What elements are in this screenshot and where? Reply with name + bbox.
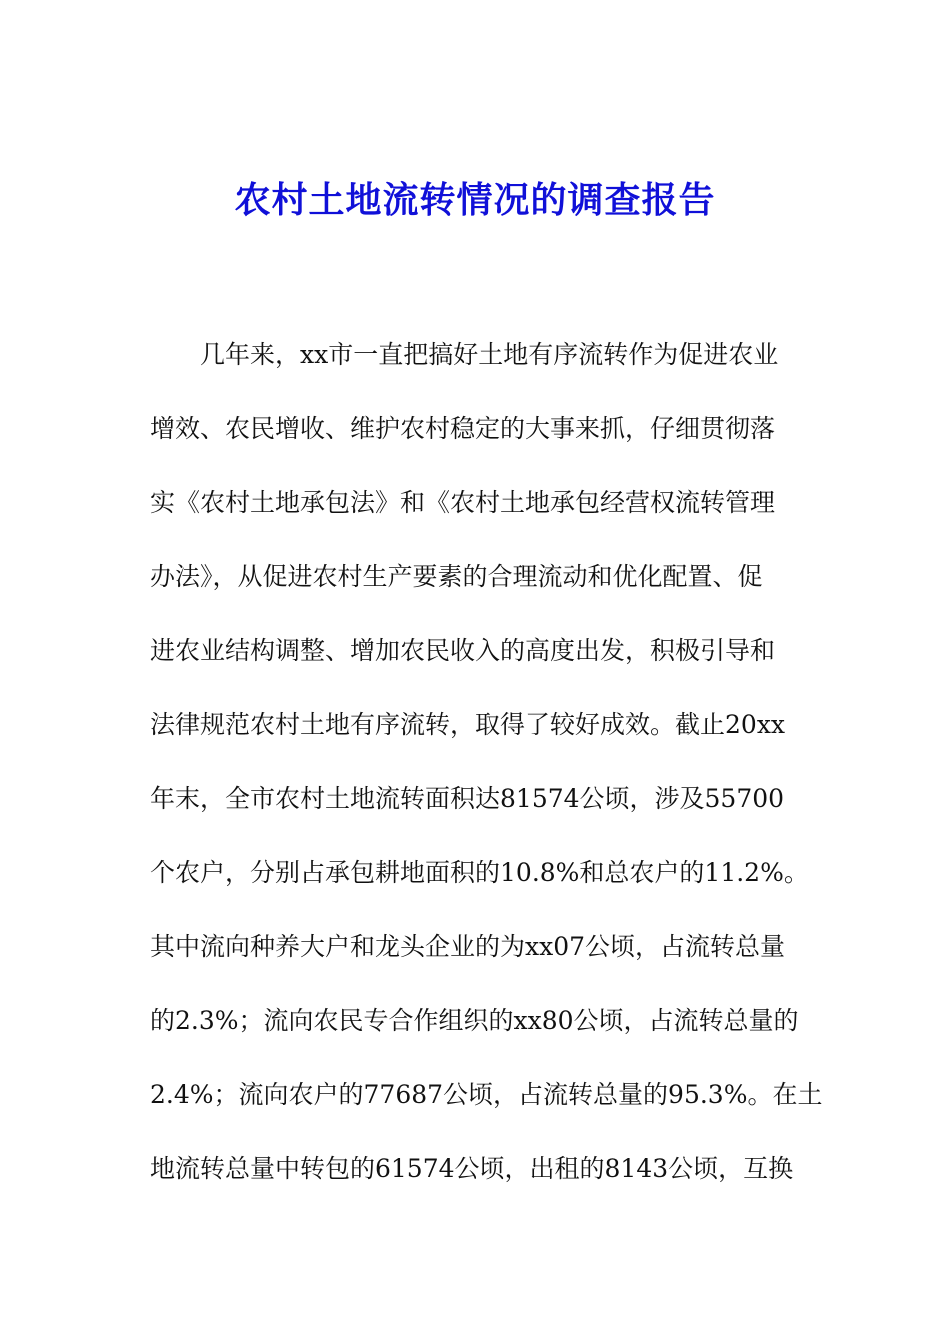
document-title: 农村土地流转情况的调查报告 [234,179,716,221]
paragraph-line: 个农户，分别占承包耕地面积的10.8%和总农户的11.2%。 [150,858,809,887]
paragraph-line: 实《农村土地承包法》和《农村土地承包经营权流转管理 [150,488,776,517]
paragraph-line: 进农业结构调整、增加农民收入的高度出发，积极引导和 [150,636,776,665]
paragraph-line: 几年来，xx市一直把搞好土地有序流转作为促进农业 [200,340,779,369]
paragraph-line: 办法》，从促进农村生产要素的合理流动和优化配置、促 [150,562,763,591]
paragraph-line: 法律规范农村土地有序流转，取得了较好成效。截止20xx [150,710,786,739]
paragraph-line: 2.4%；流向农户的77687公顷，占流转总量的95.3%。在土 [150,1080,823,1109]
paragraph-line: 其中流向种养大户和龙头企业的为xx07公顷，占流转总量 [150,932,786,961]
paragraph-line: 增效、农民增收、维护农村稳定的大事来抓，仔细贯彻落 [150,414,776,443]
document-body [150,328,823,1216]
paragraph-line: 年末，全市农村土地流转面积达81574公顷，涉及55700 [150,784,785,813]
paragraph-line: 的2.3%；流向农民专合作组织的xx80公顷，占流转总量的 [150,1006,799,1035]
paragraph-line: 地流转总量中转包的61574公顷，出租的8143公顷，互换 [150,1154,794,1183]
